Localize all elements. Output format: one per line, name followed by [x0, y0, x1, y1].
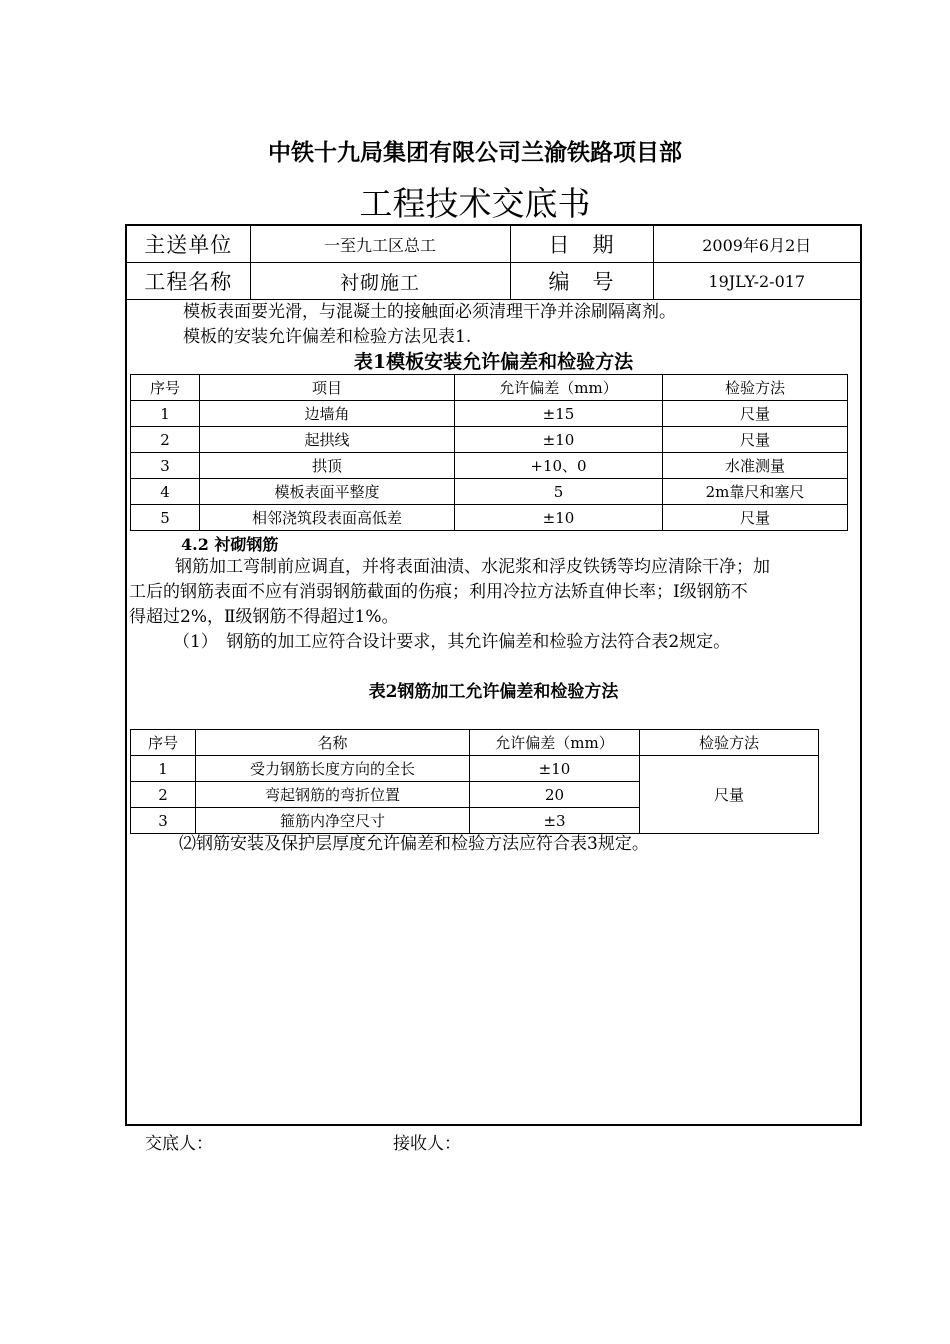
- table-cell-method: 尺量: [640, 756, 819, 834]
- giver-label: 交底人：: [145, 1134, 213, 1154]
- table-cell: 1: [131, 401, 200, 427]
- table-cell: +10、0: [455, 453, 663, 479]
- rebar-tolerance-table: [130, 729, 819, 834]
- table-cell: 相邻浇筑段表面高低差: [200, 505, 455, 531]
- table-cell: 拱顶: [200, 453, 455, 479]
- receiver-label: 接收人：: [393, 1134, 461, 1154]
- table-cell: 3: [131, 808, 196, 834]
- table-cell: 边墙角: [200, 401, 455, 427]
- header-row: [127, 263, 860, 300]
- paragraph: 钢筋加工弯制前应调直，并将表面油渍、水泥浆和浮皮铁锈等均应清除干净；加: [175, 557, 770, 577]
- table-row: [131, 453, 848, 479]
- table-cell: 2: [131, 782, 196, 808]
- table-cell: 5: [455, 479, 663, 505]
- organization-name: 中铁十九局集团有限公司兰渝铁路项目部: [268, 139, 682, 166]
- table-cell: 水准测量: [663, 453, 848, 479]
- table-cell: ±10: [470, 756, 640, 782]
- table-row: [131, 401, 848, 427]
- paragraph: 模板表面要光滑，与混凝土的接触面必须清理干净并涂刷隔离剂。: [183, 302, 676, 322]
- header-info-table: [127, 226, 860, 300]
- column-header: 名称: [196, 730, 470, 756]
- table2-title: 表2钢筋加工允许偏差和检验方法: [368, 682, 619, 702]
- document-title: 工程技术交底书: [359, 184, 591, 223]
- table-header-row: [131, 375, 848, 401]
- paragraph: ⑵钢筋安装及保护层厚度允许偏差和检验方法应符合表3规定。: [179, 834, 649, 854]
- project-value: 衬砌施工: [250, 263, 510, 300]
- column-header: 项目: [200, 375, 455, 401]
- date-value: 2009年6月2日: [653, 226, 860, 263]
- header-row: [127, 226, 860, 263]
- table-cell: 5: [131, 505, 200, 531]
- paragraph: （1） 钢筋的加工应符合设计要求，其允许偏差和检验方法符合表2规定。: [173, 632, 731, 652]
- date-label: 日 期: [510, 226, 653, 263]
- table-cell: 3: [131, 453, 200, 479]
- table-cell: 尺量: [663, 401, 848, 427]
- table-cell: 模板表面平整度: [200, 479, 455, 505]
- table-cell: 2m靠尺和塞尺: [663, 479, 848, 505]
- number-value: 19JLY-2-017: [653, 263, 860, 300]
- disclosure-form: [125, 224, 862, 1126]
- table-row: [131, 756, 819, 782]
- column-header: 允许偏差（mm）: [455, 375, 663, 401]
- table-cell: 尺量: [663, 505, 848, 531]
- table-cell: 4: [131, 479, 200, 505]
- column-header: 序号: [131, 730, 196, 756]
- section-heading: 4.2 衬砌钢筋: [181, 535, 279, 554]
- sender-label: 主送单位: [127, 226, 250, 263]
- formwork-tolerance-table: [130, 374, 848, 531]
- table-cell: 箍筋内净空尺寸: [196, 808, 470, 834]
- table-row: [131, 505, 848, 531]
- table-header-row: [131, 730, 819, 756]
- table-cell: ±15: [455, 401, 663, 427]
- column-header: 允许偏差（mm）: [470, 730, 640, 756]
- table-cell: 起拱线: [200, 427, 455, 453]
- table-cell: ±10: [455, 427, 663, 453]
- table-cell: 弯起钢筋的弯折位置: [196, 782, 470, 808]
- table-row: [131, 427, 848, 453]
- table-cell: 1: [131, 756, 196, 782]
- project-label: 工程名称: [127, 263, 250, 300]
- table1-title: 表1模板安装允许偏差和检验方法: [353, 351, 634, 373]
- column-header: 序号: [131, 375, 200, 401]
- table-cell: ±10: [455, 505, 663, 531]
- paragraph: 模板的安装允许偏差和检验方法见表1.: [183, 327, 472, 347]
- column-header: 检验方法: [640, 730, 819, 756]
- table-row: [131, 479, 848, 505]
- paragraph: 工后的钢筋表面不应有消弱钢筋截面的伤痕；利用冷拉方法矫直伸长率；Ⅰ级钢筋不: [129, 582, 748, 602]
- sender-value: 一至九工区总工: [250, 226, 510, 263]
- table-cell: 2: [131, 427, 200, 453]
- table-cell: 尺量: [663, 427, 848, 453]
- column-header: 检验方法: [663, 375, 848, 401]
- number-label: 编 号: [510, 263, 653, 300]
- paragraph: 得超过2%，Ⅱ级钢筋不得超过1%。: [129, 607, 399, 627]
- table-cell: 20: [470, 782, 640, 808]
- table-cell: 受力钢筋长度方向的全长: [196, 756, 470, 782]
- table-cell: ±3: [470, 808, 640, 834]
